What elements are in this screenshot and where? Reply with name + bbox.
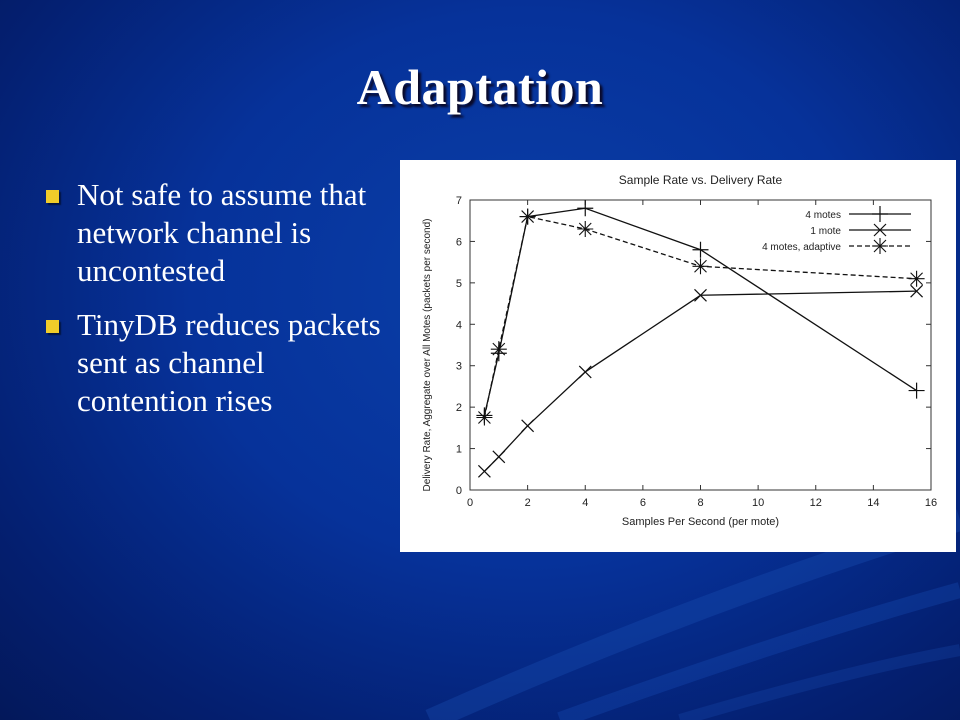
bullet-item xyxy=(44,306,394,420)
series-line xyxy=(484,291,916,471)
x-tick-label: 2 xyxy=(524,497,531,509)
x-tick-label: 6 xyxy=(639,497,646,509)
x-tick-label: 10 xyxy=(752,497,765,509)
data-point-cross xyxy=(493,451,505,463)
square-bullet-icon xyxy=(46,190,59,203)
x-tick-label: 16 xyxy=(924,497,938,509)
bullet-item xyxy=(44,176,394,290)
data-point-star xyxy=(577,221,593,237)
y-tick-label: 5 xyxy=(455,277,462,290)
chart-panel xyxy=(400,160,956,552)
y-tick-label: 1 xyxy=(455,443,462,456)
data-point-cross xyxy=(478,465,490,477)
data-point-star xyxy=(520,209,536,225)
x-axis-label: Samples Per Second (per mote) xyxy=(621,516,780,528)
legend-label: 4 motes, adaptive xyxy=(762,242,841,253)
data-point-plus xyxy=(693,242,709,258)
y-axis-label: Delivery Rate, Aggregate over All Motes (packets per second) xyxy=(422,218,433,492)
legend-label: 1 mote xyxy=(810,226,841,237)
y-tick-label: 2 xyxy=(455,402,462,415)
data-point-plus xyxy=(909,383,925,399)
data-point-plus xyxy=(577,200,593,216)
data-point-star xyxy=(693,258,709,274)
data-point-star xyxy=(872,238,888,254)
y-tick-label: 4 xyxy=(455,319,462,332)
bullet-text: TinyDB reduces packets sent as channel contention rises xyxy=(77,307,381,418)
data-point-star xyxy=(491,341,507,357)
legend-label: 4 motes xyxy=(805,210,841,221)
y-tick-label: 7 xyxy=(455,195,462,207)
data-point-cross xyxy=(579,366,591,378)
x-tick-label: 12 xyxy=(809,497,822,509)
square-bullet-icon xyxy=(46,320,59,333)
data-point-star xyxy=(909,271,925,287)
x-tick-label: 0 xyxy=(466,497,474,509)
slide-title: Adaptation xyxy=(356,59,604,115)
x-tick-label: 14 xyxy=(867,497,880,509)
y-tick-label: 0 xyxy=(455,485,462,497)
data-point-plus xyxy=(872,206,888,222)
chart-title: Sample Rate vs. Delivery Rate xyxy=(618,173,783,187)
x-tick-label: 4 xyxy=(582,497,589,509)
line-chart xyxy=(400,160,956,552)
bullet-text: Not safe to assume that network channel is uncontested xyxy=(77,177,367,288)
y-tick-label: 3 xyxy=(455,360,462,373)
bullet-list xyxy=(44,176,394,436)
y-tick-label: 6 xyxy=(455,236,462,249)
data-point-star xyxy=(476,410,492,426)
series-line xyxy=(484,208,916,415)
x-tick-label: 8 xyxy=(697,497,704,509)
data-point-cross xyxy=(522,420,534,432)
